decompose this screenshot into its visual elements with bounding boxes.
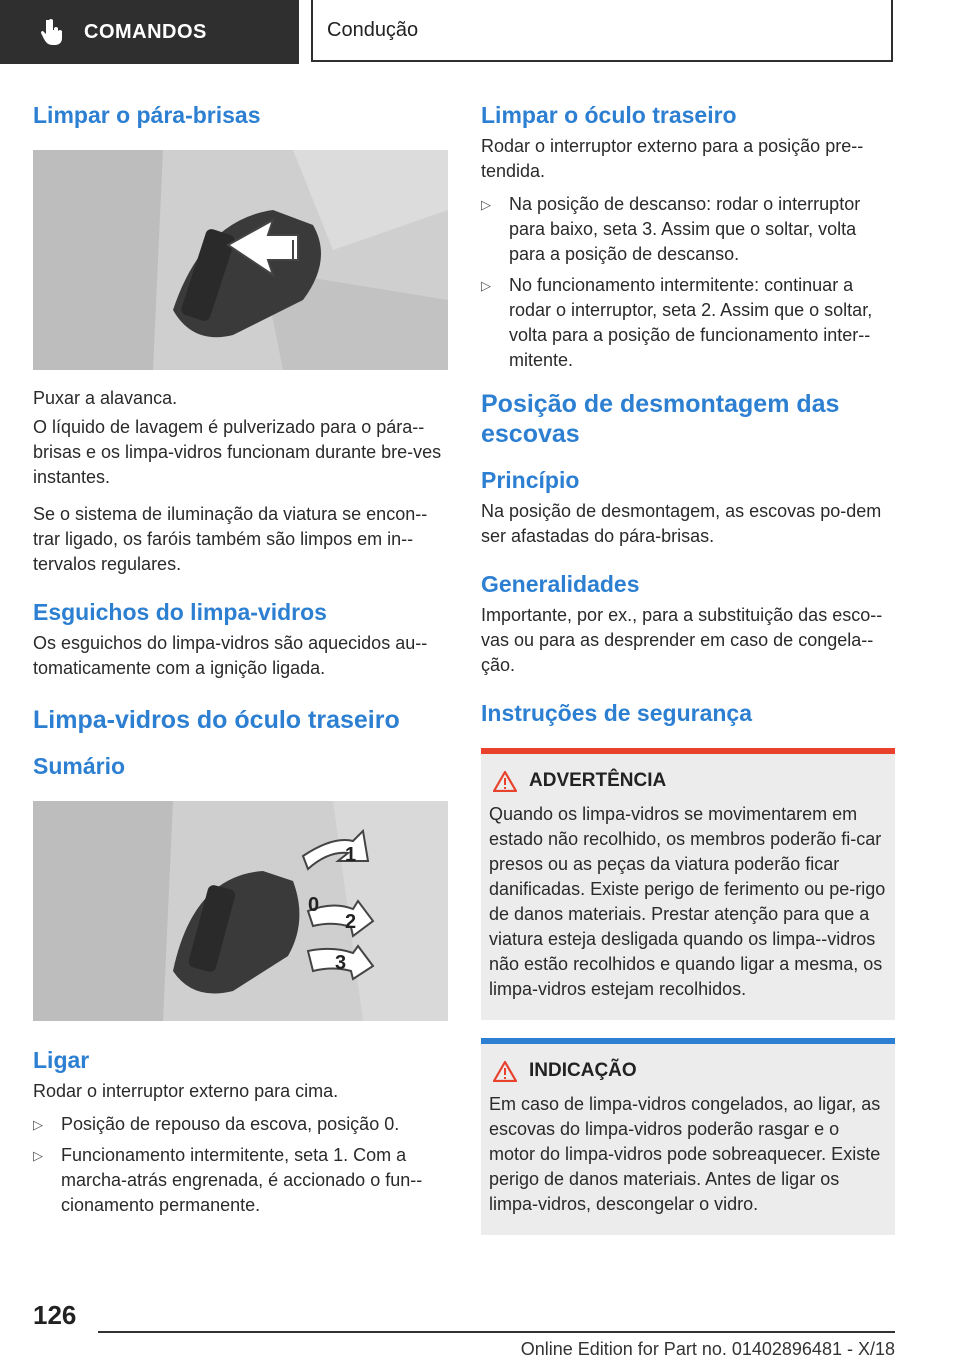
paragraph: O líquido de lavagem é pulverizado para o pára--brisas e os limpa-vidros funcionam durante bre-ves instantes. — [33, 417, 442, 487]
warning-triangle-icon — [493, 1060, 517, 1082]
list-item: ▷ Funcionamento intermitente, seta 1. Com a marcha-atrás engrenada, é accionado o fun-cionamento permanente. — [33, 1145, 423, 1215]
switch-label-0: 0 — [308, 894, 320, 916]
right-column — [481, 100, 895, 1235]
warning-box — [481, 748, 895, 1020]
chapter-label: COMANDOS — [84, 20, 207, 43]
paragraph: Os esguichos do limpa-vidros são aquecidos au-tomaticamente com a ignição ligada. — [33, 633, 428, 678]
notice-text: Em caso de limpa-vidros congelados, ao ligar, as escovas do limpa-vidros poderão rasgar e o motor do limpa-vidros pode sobreaquecer. Existe perigo de danos materiais. Antes de ligar os limpa-vidros, descongelar o vidro. — [489, 1094, 881, 1214]
footer-divider — [98, 1331, 895, 1333]
heading-limpar-para-brisas: Limpar o pára-brisas — [33, 102, 261, 128]
bullet-list — [33, 1112, 448, 1218]
warning-triangle-icon — [493, 770, 517, 792]
heading-limpa-vidros-oculo-traseiro: Limpa-vidros do óculo traseiro — [33, 706, 400, 734]
switch-label-3: 3 — [335, 952, 347, 974]
triangle-bullet-icon: ▷ — [33, 1148, 43, 1163]
heading-generalidades: Generalidades — [481, 571, 640, 597]
heading-limpar-oculo-traseiro: Limpar o óculo traseiro — [481, 102, 737, 128]
paragraph: Rodar o interruptor externo para a posição pre-tendida. — [481, 136, 864, 181]
heading-principio: Princípio — [481, 467, 580, 493]
chapter-tab — [0, 0, 299, 64]
section-title: Condução — [311, 0, 893, 62]
heading-sumario: Sumário — [33, 753, 126, 779]
notice-box — [481, 1038, 895, 1235]
warning-title: ADVERTÊNCIA — [529, 770, 667, 791]
figure-rear-wiper-switch — [33, 801, 448, 1021]
warning-text: Quando os limpa-vidros se movimentarem em estado não recolhido, os membros poderão fi-car presos ou as peças da viatura poderão ficar danificadas. Existe perigo de ferimento ou pe-rigo de danos materiais. Prestar atenção para que a viatura esteja desligada quando os limpa--vidros não estão recolhidos e quando ligar a mesma, os limpa-vidros estejam recolhidos. — [489, 804, 886, 999]
edition-footer: Online Edition for Part no. 01402896481 - X/18 — [520, 1339, 895, 1359]
paragraph: Importante, por ex., para a substituição das esco-vas ou para as desprender em caso de congela-ção. — [481, 605, 883, 675]
figure-wiper-lever-pull — [33, 150, 448, 370]
list-item: ▷ No funcionamento intermitente: continuar a rodar o interruptor, seta 2. Assim que o soltar, volta para a posição de funcionamento inter-mitente. — [481, 275, 873, 370]
switch-label-1: 1 — [345, 844, 357, 866]
paragraph: Se o sistema de iluminação da viatura se encon-trar ligado, os faróis também são limpos em in-tervalos regulares. — [33, 504, 428, 574]
bullet-list — [481, 192, 895, 373]
heading-ligar: Ligar — [33, 1047, 90, 1073]
switch-label-2: 2 — [345, 911, 357, 933]
list-item: ▷ Posição de repouso da escova, posição 0. — [33, 1112, 448, 1137]
heading-esguichos: Esguichos do limpa-vidros — [33, 599, 327, 625]
paragraph: Na posição de desmontagem, as escovas po-dem ser afastadas do pára-brisas. — [481, 501, 882, 546]
heading-instrucoes-seguranca: Instruções de segurança — [481, 700, 752, 726]
triangle-bullet-icon: ▷ — [481, 278, 491, 293]
hand-pointer-icon — [40, 18, 66, 46]
paragraph: Puxar a alavanca. — [33, 388, 178, 408]
list-item: ▷ Na posição de descanso: rodar o interruptor para baixo, seta 3. Assim que o soltar, volta para a posição de descanso. — [481, 194, 861, 264]
left-column — [33, 100, 448, 1224]
paragraph: Rodar o interruptor externo para cima. — [33, 1081, 339, 1101]
page-number: 126 — [33, 1300, 77, 1330]
heading-posicao-desmontagem: Posição de desmontagem das escovas — [481, 390, 840, 448]
triangle-bullet-icon: ▷ — [481, 197, 491, 212]
notice-title: INDICAÇÃO — [529, 1060, 637, 1081]
triangle-bullet-icon: ▷ — [33, 1117, 43, 1132]
